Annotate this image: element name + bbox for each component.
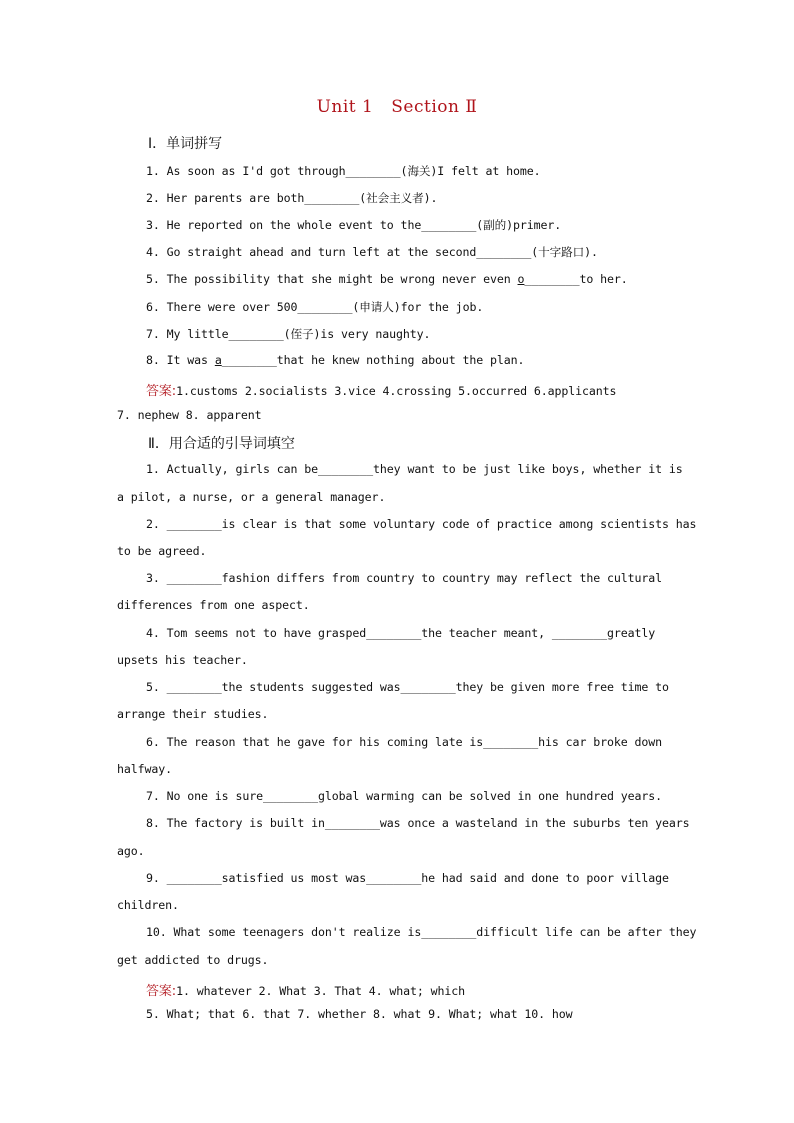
title-unit: Unit 1 <box>316 97 374 117</box>
part2-item-1: 1. Actually, girls can be________they want to be just like boys, whether it is <box>146 462 683 476</box>
part1-item-4: 4. Go straight ahead and turn left at the second________(十字路口). <box>146 245 598 259</box>
part2-item-2: 2. ________is clear is that some voluntary code of practice among scientists has <box>146 517 697 531</box>
hint-letter: o <box>517 272 525 286</box>
part2-item-8: 8. The factory is built in________was once a wasteland in the suburbs ten years <box>146 816 690 830</box>
part1-item-6: 6. There were over 500________(申请人)for the job. <box>146 300 484 314</box>
part2-item-7: 7. No one is sure________global warming can be solved in one hundred years. <box>146 789 663 803</box>
answer-text: 1.customs 2.socialists 3.vice 4.crossing 5.occurred 6.applicants <box>176 384 617 398</box>
part1-item-1: 1. As soon as I'd got through________(海关)I felt at home. <box>146 164 541 178</box>
part2-item-3: 3. ________fashion differs from country to country may reflect the cultural <box>146 571 663 585</box>
item-text: 5. The possibility that she might be wrong never even <box>146 272 518 286</box>
part2-item-2-cont: to be agreed. <box>117 544 207 558</box>
part2-item-9-cont: children. <box>117 898 179 912</box>
part1-item-7: 7. My little________(侄子)is very naughty. <box>146 327 431 341</box>
part1-item-5 <box>146 272 628 286</box>
hint-letter: a <box>214 353 222 367</box>
part1-item-3: 3. He reported on the whole event to the________(副的)primer. <box>146 218 562 232</box>
answer-label: 答案: <box>146 384 177 399</box>
part2-item-8-cont: ago. <box>117 844 145 858</box>
part2-item-4: 4. Tom seems not to have grasped________the teacher meant, ________greatly <box>146 626 656 640</box>
part2-answers <box>146 980 465 999</box>
part2-item-5-cont: arrange their studies. <box>117 707 269 721</box>
part2-item-4-cont: upsets his teacher. <box>117 653 248 667</box>
part2-item-9: 9. ________satisfied us most was________he had said and done to poor village <box>146 871 669 885</box>
part2-item-3-cont: differences from one aspect. <box>117 598 310 612</box>
part2-item-10-cont: get addicted to drugs. <box>117 953 269 967</box>
answer-text: 1. whatever 2. What 3. That 4. what; which <box>176 984 466 998</box>
part1-heading: Ⅰ．单词拼写 <box>148 136 223 152</box>
part1-item-8 <box>146 353 524 367</box>
part1-answers-cont: 7. nephew 8. apparent <box>117 408 262 422</box>
page-title <box>0 97 794 117</box>
title-section: Section Ⅱ <box>391 97 478 117</box>
answer-label: 答案: <box>146 984 177 999</box>
part2-item-5: 5. ________the students suggested was________they be given more free time to <box>146 680 669 694</box>
part2-item-6-cont: halfway. <box>117 762 173 776</box>
part2-heading: Ⅱ．用合适的引导词填空 <box>148 436 295 452</box>
part1-answers <box>146 380 616 399</box>
part1-item-2: 2. Her parents are both________(社会主义者). <box>146 191 438 205</box>
item-text: ________that he knew nothing about the plan. <box>221 353 525 367</box>
item-text: 8. It was <box>146 353 215 367</box>
item-text: ________to her. <box>524 272 628 286</box>
part2-item-1-cont: a pilot, a nurse, or a general manager. <box>117 490 386 504</box>
part2-item-6: 6. The reason that he gave for his coming late is________his car broke down <box>146 735 663 749</box>
part2-answers-cont: 5. What; that 6. that 7. whether 8. what 9. What; what 10. how <box>146 1007 573 1021</box>
part2-item-10: 10. What some teenagers don't realize is________difficult life can be after they <box>146 925 697 939</box>
